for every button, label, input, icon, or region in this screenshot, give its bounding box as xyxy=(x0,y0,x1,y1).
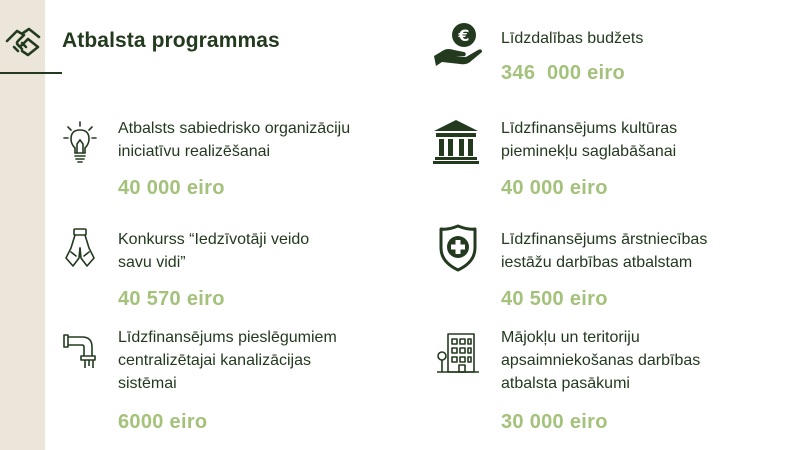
apartment-building-icon xyxy=(436,332,480,374)
budget-amount: 346 000 eiro xyxy=(501,62,625,84)
program-label-6: Mājokļu un teritoriju apsaimniekošanas darbības atbalsta pasākumi xyxy=(501,329,701,392)
title-underline xyxy=(0,72,62,74)
program-amount-1: 40 000 eiro xyxy=(118,177,225,199)
program-label-4: Līdzfinansējums ārstniecības iestāžu darbības atbalstam xyxy=(501,231,708,271)
program-label-3: Konkurss “Iedzīvotāji veido savu vidi” xyxy=(118,231,310,271)
bank-building-icon xyxy=(432,118,480,164)
program-amount-2: 40 000 eiro xyxy=(501,177,608,199)
program-amount-3: 40 570 eiro xyxy=(118,288,225,310)
medical-shield-icon xyxy=(438,224,478,272)
euro-hand-icon xyxy=(432,20,484,68)
lightbulb-icon xyxy=(62,120,98,164)
handshake-icon xyxy=(4,25,42,59)
sidebar xyxy=(0,0,45,450)
program-label-1: Atbalsts sabiedrisko organizāciju iniciatīvu realizēšanai xyxy=(118,120,351,160)
sewer-pipe-icon xyxy=(62,330,98,370)
program-amount-4: 40 500 eiro xyxy=(501,288,608,310)
program-amount-5: 6000 eiro xyxy=(118,411,208,433)
program-label-2: Līdzfinansējums kultūras pieminekļu saglabāšanai xyxy=(501,120,678,160)
program-amount-6: 30 000 eiro xyxy=(501,411,608,433)
budget-label: Līdzdalības budžets xyxy=(501,30,644,47)
program-label-5: Līdzfinansējums pieslēgumiem centralizētajai kanalizācijas sistēmai xyxy=(118,329,337,392)
page-title: Atbalsta programmas xyxy=(62,29,280,52)
svg-text:€: € xyxy=(458,26,470,45)
hands-together-icon xyxy=(63,226,97,268)
